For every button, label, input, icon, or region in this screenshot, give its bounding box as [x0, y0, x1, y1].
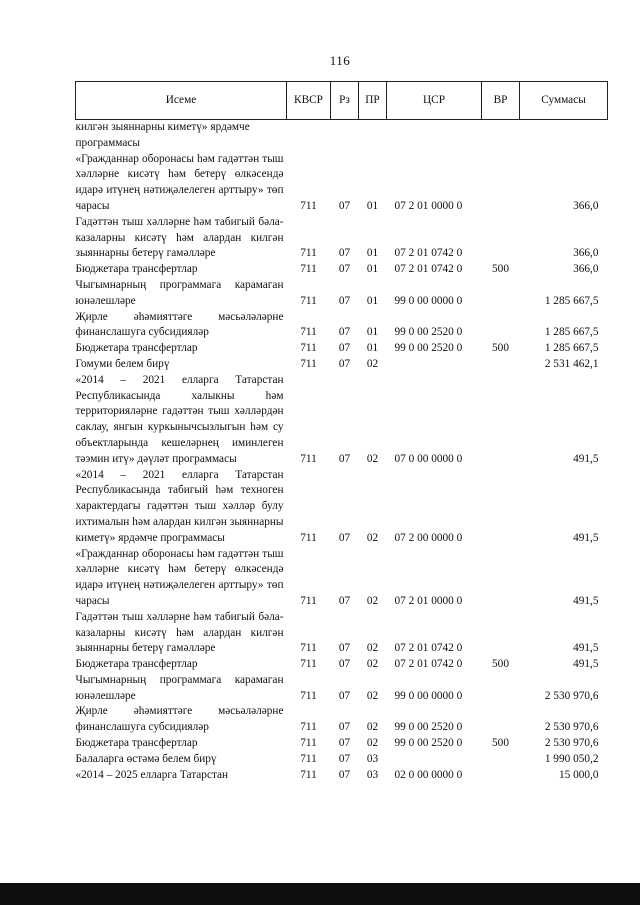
row-sum: 1 285 667,5 — [544, 326, 599, 339]
header-vr: ВР — [482, 82, 520, 120]
row-kvsr — [287, 120, 331, 152]
row-pr — [359, 120, 387, 152]
row-rz: 07 — [338, 531, 351, 544]
row-vr: 500 — [492, 658, 509, 671]
row-csr — [387, 120, 482, 152]
row-sum: 366,0 — [573, 199, 599, 212]
row-rz: 07 — [338, 642, 351, 655]
row-rz: 07 — [338, 752, 351, 765]
row-rz — [331, 120, 359, 152]
row-csr — [387, 357, 482, 373]
row-rz: 07 — [338, 658, 351, 671]
row-csr: 99 0 00 0000 0 — [394, 294, 463, 307]
row-vr — [482, 357, 520, 373]
row-pr: 02 — [366, 642, 379, 655]
row-csr: 07 2 01 0000 0 — [394, 594, 463, 607]
row-rz: 07 — [338, 294, 351, 307]
table-row — [76, 152, 608, 215]
row-pr: 02 — [366, 689, 379, 702]
row-vr — [482, 610, 520, 657]
row-pr: 03 — [366, 768, 379, 781]
row-csr: 07 2 01 0000 0 — [394, 199, 463, 212]
row-csr: 07 2 01 0742 0 — [394, 247, 463, 260]
row-rz: 07 — [338, 357, 351, 370]
row-csr: 99 0 00 2520 0 — [394, 342, 463, 355]
budget-table — [75, 81, 608, 783]
row-rz: 07 — [338, 342, 351, 355]
page-number: 116 — [329, 53, 351, 68]
table-row — [76, 357, 608, 373]
row-vr: 500 — [492, 263, 509, 276]
table-row — [76, 704, 608, 736]
table-row — [76, 215, 608, 262]
row-vr — [482, 768, 520, 784]
row-pr: 02 — [366, 452, 379, 465]
row-name: Бюджетара трансфертлар — [75, 737, 198, 750]
row-name: «2014 – 2021 елларга Татарстан Республикасында табигый һәм техноген характердагы гадәттән тыш хәлләр булу ихтималын һәм алардан килгән зыяннарны киметү» ярдәмче программасы — [75, 468, 284, 544]
row-vr — [482, 752, 520, 768]
row-sum: 1 285 667,5 — [544, 342, 599, 355]
row-pr: 01 — [366, 294, 379, 307]
row-csr: 99 0 00 0000 0 — [394, 689, 463, 702]
table-row — [76, 768, 608, 784]
row-vr — [482, 704, 520, 736]
row-name: Бюджетара трансфертлар — [75, 658, 198, 671]
row-vr — [482, 120, 520, 152]
row-sum: 2 530 970,6 — [544, 737, 599, 750]
row-pr: 02 — [366, 531, 379, 544]
row-name: Гадәттән тыш хәлләрне һәм табигый бәла-казаларны кисәтү һәм алардан килгән зыяннарны бетерү гамәлләре — [75, 215, 284, 260]
row-vr — [482, 468, 520, 547]
row-sum: 2 531 462,1 — [544, 357, 599, 370]
table-row — [76, 278, 608, 310]
row-pr: 02 — [366, 721, 379, 734]
row-vr — [482, 310, 520, 342]
row-pr: 01 — [366, 326, 379, 339]
row-vr: 500 — [492, 342, 509, 355]
table-row — [76, 468, 608, 547]
row-csr — [387, 752, 482, 768]
row-kvsr: 711 — [300, 357, 317, 370]
row-pr: 01 — [366, 199, 379, 212]
row-rz: 07 — [338, 326, 351, 339]
row-csr: 99 0 00 2520 0 — [394, 721, 463, 734]
row-name: килгән зыяннарны киметү» ярдәмче программасы — [75, 121, 250, 149]
header-sum: Суммасы — [520, 82, 608, 120]
row-kvsr: 711 — [300, 263, 317, 276]
row-pr: 01 — [366, 263, 379, 276]
row-name: «Гражданнар оборонасы һәм гадәттән тыш хәлләрне кисәтү һәм бетерү өлкәсендә идарә итүнең нәтиҗәлелеген арттыру» төп чарасы — [75, 547, 284, 607]
row-vr — [482, 215, 520, 262]
row-name: Бюджетара трансфертлар — [75, 263, 198, 276]
row-pr: 01 — [366, 342, 379, 355]
row-vr — [482, 278, 520, 310]
row-rz: 07 — [338, 247, 351, 260]
header-kvsr: КВСР — [287, 82, 331, 120]
row-name: Гадәттән тыш хәлләрне һәм табигый бәла-казаларны кисәтү һәм алардан килгән зыяннарны бетерү гамәлләре — [75, 610, 284, 655]
table-row — [76, 547, 608, 610]
table-row — [76, 262, 608, 278]
row-sum: 2 530 970,6 — [544, 689, 599, 702]
table-row — [76, 610, 608, 657]
row-pr: 02 — [366, 594, 379, 607]
row-vr — [482, 547, 520, 610]
row-csr: 07 2 01 0742 0 — [394, 658, 463, 671]
row-kvsr: 711 — [300, 531, 317, 544]
row-name: Чыгымнарның программага карамаган юнәлешләре — [75, 278, 284, 307]
row-sum: 366,0 — [573, 247, 599, 260]
row-rz: 07 — [338, 721, 351, 734]
table-row — [76, 373, 608, 468]
row-sum — [520, 120, 608, 152]
table-row — [76, 341, 608, 357]
row-vr — [482, 673, 520, 705]
table-row — [76, 752, 608, 768]
row-kvsr: 711 — [300, 247, 317, 260]
header-name: Исеме — [76, 82, 287, 120]
table-row — [76, 310, 608, 342]
table-row — [76, 120, 608, 152]
table-row — [76, 657, 608, 673]
row-kvsr: 711 — [300, 594, 317, 607]
row-rz: 07 — [338, 263, 351, 276]
row-sum: 1 990 050,2 — [544, 752, 599, 765]
row-name: Балаларга өстәмә белем бирү — [75, 752, 217, 765]
row-kvsr: 711 — [300, 342, 317, 355]
row-name: Чыгымнарның программага карамаган юнәлешләре — [75, 673, 284, 702]
row-kvsr: 711 — [300, 452, 317, 465]
row-kvsr: 711 — [300, 721, 317, 734]
row-rz: 07 — [338, 199, 351, 212]
row-name: Җирле әһәмияттәге мәсьәләләрне финанслашуга субсидияләр — [75, 705, 284, 734]
row-name: Гомуми белем бирү — [75, 357, 170, 370]
row-sum: 15 000,0 — [558, 768, 599, 781]
row-name: «2014 – 2025 елларга Татарстан — [75, 768, 229, 781]
row-kvsr: 711 — [300, 199, 317, 212]
row-sum: 1 285 667,5 — [544, 294, 599, 307]
row-sum: 491,5 — [573, 642, 599, 655]
row-kvsr: 711 — [300, 658, 317, 671]
row-rz: 07 — [338, 594, 351, 607]
row-sum: 491,5 — [573, 531, 599, 544]
row-name: «2014 – 2021 елларга Татарстан Республикасында халыкны һәм территорияләрне гадәттән тыш хәлләрдән саклау, янгын куркынычсызлыгын һәм су объектларында кешеләрнең иминлеген тәэмин итү» дәүләт программасы — [75, 373, 284, 465]
row-csr: 07 2 01 0742 0 — [394, 642, 463, 655]
row-kvsr: 711 — [300, 737, 317, 750]
row-csr: 07 2 00 0000 0 — [394, 531, 463, 544]
row-csr: 99 0 00 2520 0 — [394, 326, 463, 339]
row-csr: 07 0 00 0000 0 — [394, 452, 463, 465]
row-kvsr: 711 — [300, 642, 317, 655]
table-row — [76, 736, 608, 752]
row-name: Бюджетара трансфертлар — [75, 342, 198, 355]
row-sum: 491,5 — [573, 594, 599, 607]
row-kvsr: 711 — [300, 326, 317, 339]
table-body — [76, 120, 608, 784]
row-rz: 07 — [338, 768, 351, 781]
row-vr — [482, 152, 520, 215]
row-pr: 02 — [366, 658, 379, 671]
row-sum: 2 530 970,6 — [544, 721, 599, 734]
row-csr: 99 0 00 2520 0 — [394, 737, 463, 750]
header-rz: Рз — [331, 82, 359, 120]
row-kvsr: 711 — [300, 689, 317, 702]
header-csr: ЦСР — [387, 82, 482, 120]
row-sum: 366,0 — [573, 263, 599, 276]
row-csr: 02 0 00 0000 0 — [394, 768, 463, 781]
header-pr: ПР — [359, 82, 387, 120]
row-rz: 07 — [338, 452, 351, 465]
table-header-row — [76, 82, 608, 120]
row-name: Җирле әһәмияттәге мәсьәләләрне финанслашуга субсидияләр — [75, 310, 284, 339]
row-kvsr: 711 — [300, 752, 317, 765]
row-pr: 02 — [366, 357, 379, 370]
scan-bottom-edge — [0, 883, 640, 905]
row-vr: 500 — [492, 737, 509, 750]
table-row — [76, 673, 608, 705]
row-sum: 491,5 — [573, 452, 599, 465]
row-csr: 07 2 01 0742 0 — [394, 263, 463, 276]
row-sum: 491,5 — [573, 658, 599, 671]
row-kvsr: 711 — [300, 768, 317, 781]
row-rz: 07 — [338, 689, 351, 702]
row-rz: 07 — [338, 737, 351, 750]
row-kvsr: 711 — [300, 294, 317, 307]
row-pr: 02 — [366, 737, 379, 750]
row-pr: 01 — [366, 247, 379, 260]
row-name: «Гражданнар оборонасы һәм гадәттән тыш хәлләрне кисәтү һәм бетерү өлкәсендә идарә итүнең нәтиҗәлелеген арттыру» төп чарасы — [75, 152, 284, 212]
row-vr — [482, 373, 520, 468]
row-pr: 03 — [366, 752, 379, 765]
